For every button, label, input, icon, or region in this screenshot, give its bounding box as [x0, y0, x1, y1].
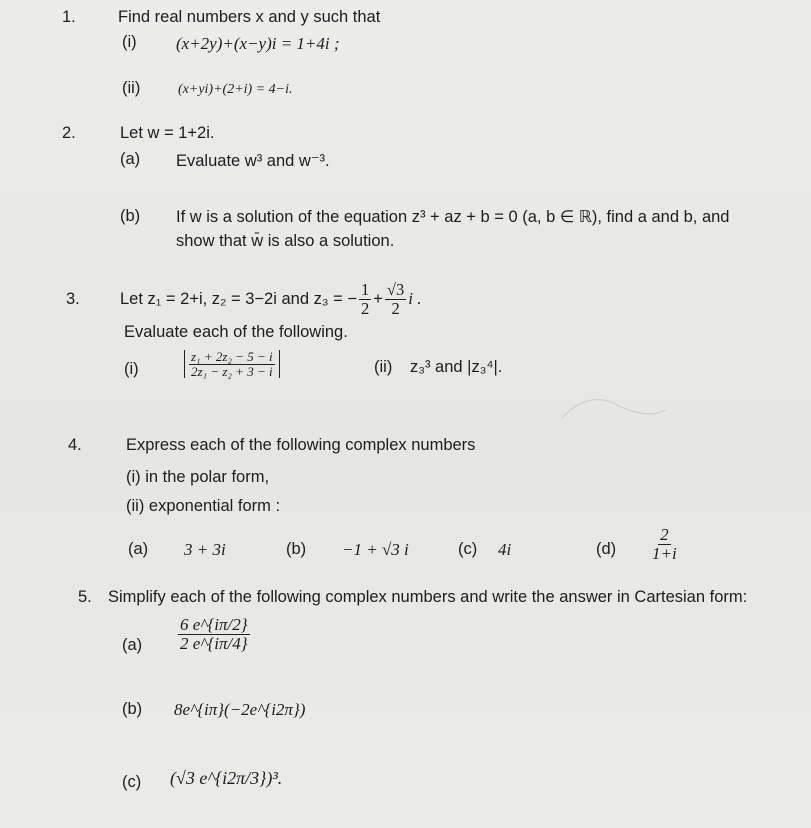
- q3-part-i-label: (i): [124, 360, 139, 378]
- q2-part-a-label: (a): [120, 150, 141, 168]
- q5-part-c-label: (c): [122, 773, 142, 791]
- q5-part-b-expression: 8e^{iπ}(−2e^{i2π}): [174, 700, 306, 719]
- q3-frac2-denominator: 2: [391, 298, 400, 318]
- pencil-mark: [560, 388, 670, 428]
- q5-a-numerator: 6 e^{iπ/2}: [180, 615, 248, 634]
- q4-instruction-ii: (ii) exponential form :: [126, 497, 281, 515]
- q2-part-b-text-line1: If w is a solution of the equation z³ + az + b = 0 (a, b ∈ ℝ), find a and b, and: [176, 208, 730, 226]
- q1-part-i-expression: (x+2y)+(x−y)i = 1+4i ;: [176, 34, 340, 53]
- q4-part-a-label: (a): [128, 540, 149, 558]
- q1-number: 1.: [62, 8, 76, 26]
- q4-part-c-expression: 4i: [498, 540, 512, 559]
- q2-part-b-text-line2: show that w̄ is also a solution.: [176, 232, 395, 250]
- q3-frac1-denominator: 2: [361, 298, 370, 318]
- q4-stem: Express each of the following complex numbers: [126, 436, 476, 454]
- q2-number: 2.: [62, 124, 76, 142]
- q3-part-i-expression: [184, 350, 280, 378]
- q5-part-a-label: (a): [122, 636, 143, 654]
- q3-stem-tail: i .: [408, 289, 422, 308]
- q5-part-c-expression: (√3 e^{i2π/3})³.: [170, 768, 283, 788]
- q3-absolute-value: [184, 350, 280, 378]
- q3-number: 3.: [66, 290, 80, 308]
- q3-stem: [120, 277, 421, 321]
- q5-part-b-label: (b): [122, 700, 143, 718]
- q4-part-d-label: (d): [596, 540, 617, 558]
- q5-number: 5.: [78, 588, 92, 606]
- q4-d-numerator: 2: [660, 525, 669, 544]
- q3-plus: +: [373, 289, 383, 308]
- q4-part-d-fraction: [650, 526, 679, 563]
- q3-ratio-numerator: z₁ + 2z₂ − 5 − i: [191, 349, 273, 364]
- q4-number: 4.: [68, 436, 82, 454]
- q3-frac2-numerator: √3: [386, 280, 405, 300]
- q1-stem: Find real numbers x and y such that: [118, 8, 381, 26]
- q2-stem: Let w = 1+2i.: [120, 124, 215, 142]
- q3-frac1-numerator: 1: [361, 280, 370, 300]
- q3-ratio-denominator: 2z₁ − z₂ + 3 − i: [191, 363, 273, 379]
- q1-part-ii-label: (ii): [122, 79, 141, 97]
- q2-part-a-text: Evaluate w³ and w⁻³.: [176, 152, 330, 170]
- q5-stem: Simplify each of the following complex numbers and write the answer in Cartesian form:: [108, 588, 748, 606]
- q1-part-ii-expression: (x+yi)+(2+i) = 4−i.: [178, 82, 293, 97]
- q4-part-b-expression: −1 + √3 i: [342, 540, 409, 559]
- q2-part-b-label: (b): [120, 207, 141, 225]
- q3-fraction-root3-half: [385, 281, 406, 317]
- q5-a-denominator: 2 e^{iπ/4}: [180, 633, 248, 653]
- q3-fraction-one-half: [359, 281, 371, 317]
- q1-part-i-label: (i): [122, 33, 137, 51]
- q4-part-c-label: (c): [458, 540, 478, 558]
- q3-ratio: [189, 350, 275, 378]
- q5-part-a-fraction: [178, 616, 250, 653]
- q4-instruction-i: (i) in the polar form,: [126, 468, 270, 486]
- q4-d-denominator: 1+i: [652, 543, 677, 563]
- q3-evaluate-text: Evaluate each of the following.: [124, 323, 348, 341]
- q3-part-ii-label: (ii): [374, 358, 393, 376]
- q4-part-d-expression: [650, 526, 679, 563]
- q5-part-a-expression: [178, 616, 250, 653]
- q3-stem-lead: Let z₁ = 2+i, z₂ = 3−2i and z₃ = −: [120, 289, 358, 308]
- q3-part-ii-expression: z₃³ and |z₃⁴|.: [410, 358, 503, 376]
- q4-part-a-expression: 3 + 3i: [184, 540, 226, 559]
- q4-part-b-label: (b): [286, 540, 307, 558]
